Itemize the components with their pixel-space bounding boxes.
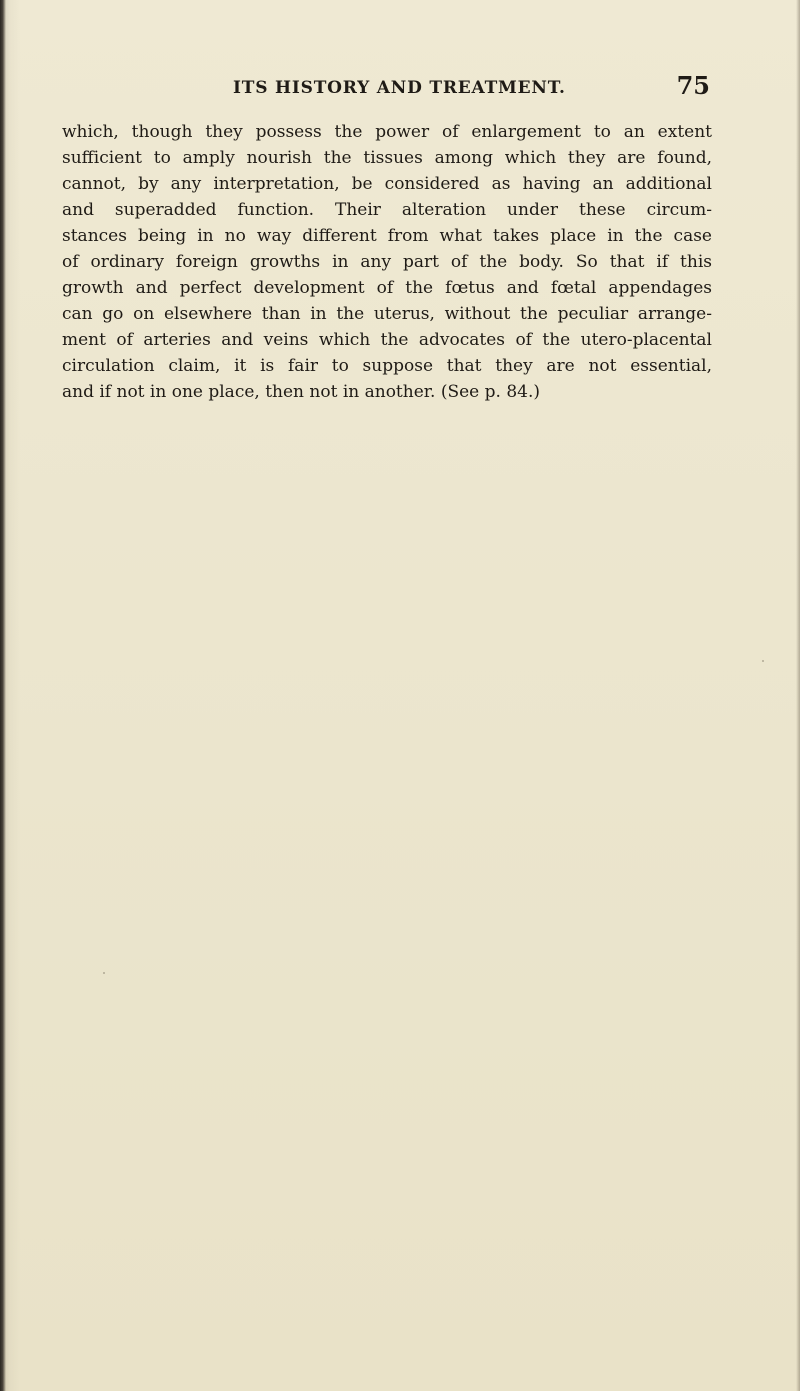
text-line: sufficient to amply nourish the tissues among which they are found, [62,148,712,168]
running-head: ITS HISTORY AND TREATMENT. [233,78,566,98]
text-line: stances being in no way different from what takes place in the case [62,226,712,246]
text-line: of ordinary foreign growths in any part of the body. So that if this [62,252,712,272]
page-right-edge [796,0,800,1391]
paper-speck [762,660,764,662]
text-line: cannot, by any interpretation, be considered as having an additional [62,174,712,194]
text-line: and if not in one place, then not in another. (See p. 84.) [62,382,540,402]
page-number: 75 [676,71,710,100]
text-line: which, though they possess the power of enlargement to an extent [62,122,712,142]
page-binding-edge [0,0,6,1391]
text-line: ment of arteries and veins which the advocates of the utero-placental [62,330,712,350]
text-line: growth and perfect development of the fœtus and fœtal appendages [62,278,712,298]
text-line: and superadded function. Their alteration under these circum- [62,200,712,220]
paper-speck [103,972,105,974]
page-header [68,71,710,108]
body-text [62,119,712,405]
text-line: can go on elsewhere than in the uterus, without the peculiar arrange- [62,304,712,324]
text-line: circulation claim, it is fair to suppose that they are not essential, [62,356,712,376]
